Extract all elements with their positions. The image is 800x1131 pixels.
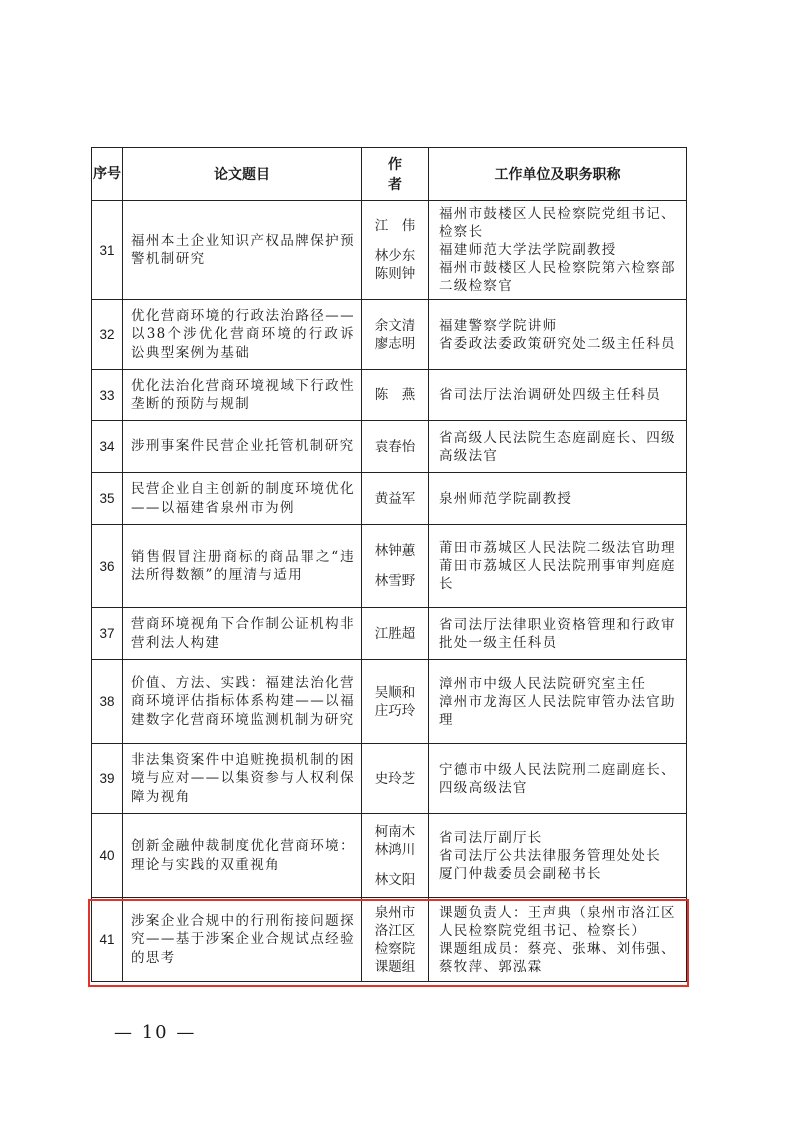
unit-line: 省委政法委政策研究处二级主任科员 (439, 335, 676, 352)
paper-title: 创新金融仲裁制度优化营商环境：理论与实践的双重视角 (123, 814, 362, 898)
author-name: 洛江区 (374, 922, 416, 939)
author-name: 袁春怡 (374, 438, 416, 455)
author-cell (362, 744, 429, 814)
unit-line: 莆田市荔城区人民法院二级法官助理 (439, 540, 676, 556)
table-row (92, 660, 687, 744)
row-number: 34 (92, 421, 123, 473)
author-cell (362, 300, 429, 370)
unit-line: 宁德市中级人民法院刑二庭副庭长、四级高级法官 (439, 761, 676, 796)
unit-line: 省高级人民法院生态庭副庭长、四级高级法官 (439, 429, 676, 464)
table-row (92, 898, 687, 982)
page-number: — 10 — (114, 1022, 197, 1043)
paper-title: 销售假冒注册商标的商品罪之“违法所得数额”的厘清与适用 (123, 525, 362, 608)
row-number: 41 (92, 898, 123, 982)
unit-cell (429, 608, 687, 660)
papers-table (91, 147, 687, 982)
author-name: 陈则钟 (374, 266, 416, 282)
table-row (92, 421, 687, 473)
paper-title: 优化营商环境的行政法治路径——以38个涉优化营商环境的行政诉讼典型案例为基础 (123, 300, 362, 370)
unit-line: 省司法厅副厅长 (439, 829, 543, 846)
header-unit: 工作单位及职务职称 (429, 148, 687, 201)
header-title: 论文题目 (123, 148, 362, 201)
author-name: 史玲芝 (374, 770, 416, 787)
table-row (92, 744, 687, 814)
author-name: 课题组 (374, 958, 416, 975)
author-name: 柯南木 (374, 823, 416, 840)
unit-cell (429, 473, 687, 525)
row-number: 37 (92, 608, 123, 660)
unit-cell (429, 744, 687, 814)
paper-title: 营商环境视角下合作制公证机构非营利法人构建 (123, 608, 362, 660)
author-name: 庄巧玲 (374, 702, 416, 719)
paper-title: 非法集资案件中追赃挽损机制的困境与应对——以集资参与人权利保障为视角 (123, 744, 362, 814)
unit-line: 省司法厅公共法律服务管理处处长 (439, 847, 661, 864)
author-cell (362, 473, 429, 525)
author-name: 林文阳 (374, 871, 416, 888)
author-name: 江 伟 (374, 218, 416, 234)
unit-line: 福建警察学院讲师 (439, 317, 558, 334)
unit-cell (429, 525, 687, 608)
author-name: 检察院 (374, 940, 416, 957)
author-cell (362, 201, 429, 300)
author-name: 吴顺和 (374, 684, 416, 701)
row-number: 40 (92, 814, 123, 898)
unit-line: 莆田市荔城区人民法院刑事审判庭庭长 (439, 558, 676, 592)
table-header-row (92, 148, 687, 201)
row-number: 32 (92, 300, 123, 370)
author-name: 泉州市 (374, 904, 416, 921)
author-name: 林钟蕙 (374, 543, 416, 559)
row-number: 31 (92, 201, 123, 300)
header-number: 序号 (92, 148, 123, 201)
paper-title: 涉刑事案件民营企业托管机制研究 (123, 421, 362, 473)
unit-line: 福州市鼓楼区人民检察院第六检察部二级检察官 (439, 260, 676, 294)
paper-title: 福州本土企业知识产权品牌保护预警机制研究 (123, 201, 362, 300)
table-row (92, 201, 687, 300)
unit-line: 省司法厅法律职业资格管理和行政审批处一级主任科员 (439, 616, 676, 651)
author-cell (362, 525, 429, 608)
author-name: 黄益军 (374, 490, 416, 507)
author-name: 江胜超 (374, 625, 416, 642)
unit-line: 厦门仲裁委员会副秘书长 (439, 865, 602, 882)
table-row (92, 370, 687, 421)
author-cell (362, 814, 429, 898)
paper-title: 价值、方法、实践：福建法治化营商环境评估指标体系构建——以福建数字化营商环境监测机制为研究 (123, 660, 362, 744)
table-row (92, 608, 687, 660)
author-name: 廖志明 (374, 335, 416, 352)
author-name: 林少东 (374, 248, 416, 264)
row-number: 35 (92, 473, 123, 525)
author-cell (362, 608, 429, 660)
author-name: 陈 燕 (374, 387, 416, 403)
table-row (92, 525, 687, 608)
unit-cell (429, 898, 687, 982)
author-cell (362, 421, 429, 473)
author-cell (362, 660, 429, 744)
author-name: 林鸿川 (374, 841, 416, 858)
unit-line: 泉州师范学院副教授 (439, 490, 573, 507)
author-name: 林雪野 (374, 573, 416, 589)
unit-cell (429, 660, 687, 744)
unit-line: 漳州市中级人民法院研究室主任 (439, 675, 647, 692)
paper-title: 优化法治化营商环境视域下行政性垄断的预防与规制 (123, 370, 362, 421)
row-number: 39 (92, 744, 123, 814)
paper-title: 民营企业自主创新的制度环境优化——以福建省泉州市为例 (123, 473, 362, 525)
row-number: 33 (92, 370, 123, 421)
author-name: 余文清 (374, 317, 416, 334)
unit-line: 省司法厅法治调研处四级主任科员 (439, 387, 661, 403)
unit-line: 课题组成员：蔡亮、张琳、刘伟强、蔡牧萍、郭泓霖 (439, 940, 676, 975)
header-author: 作 者 (362, 148, 429, 201)
author-cell (362, 898, 429, 982)
unit-line: 漳州市龙海区人民法院审管办法官助理 (439, 693, 676, 728)
unit-cell (429, 201, 687, 300)
row-number: 38 (92, 660, 123, 744)
row-number: 36 (92, 525, 123, 608)
table-row (92, 814, 687, 898)
unit-cell (429, 814, 687, 898)
author-cell (362, 370, 429, 421)
table-row (92, 300, 687, 370)
paper-title: 涉案企业合规中的行刑衔接问题探究——基于涉案企业合规试点经验的思考 (123, 898, 362, 982)
unit-cell (429, 370, 687, 421)
unit-cell (429, 421, 687, 473)
unit-line: 福州市鼓楼区人民检察院党组书记、检察长 (439, 206, 676, 240)
unit-line: 福建师范大学法学院副教授 (439, 242, 617, 258)
unit-line: 课题负责人：王声典（泉州市洛江区人民检察院党组书记、检察长） (439, 904, 676, 939)
unit-cell (429, 300, 687, 370)
table-row (92, 473, 687, 525)
